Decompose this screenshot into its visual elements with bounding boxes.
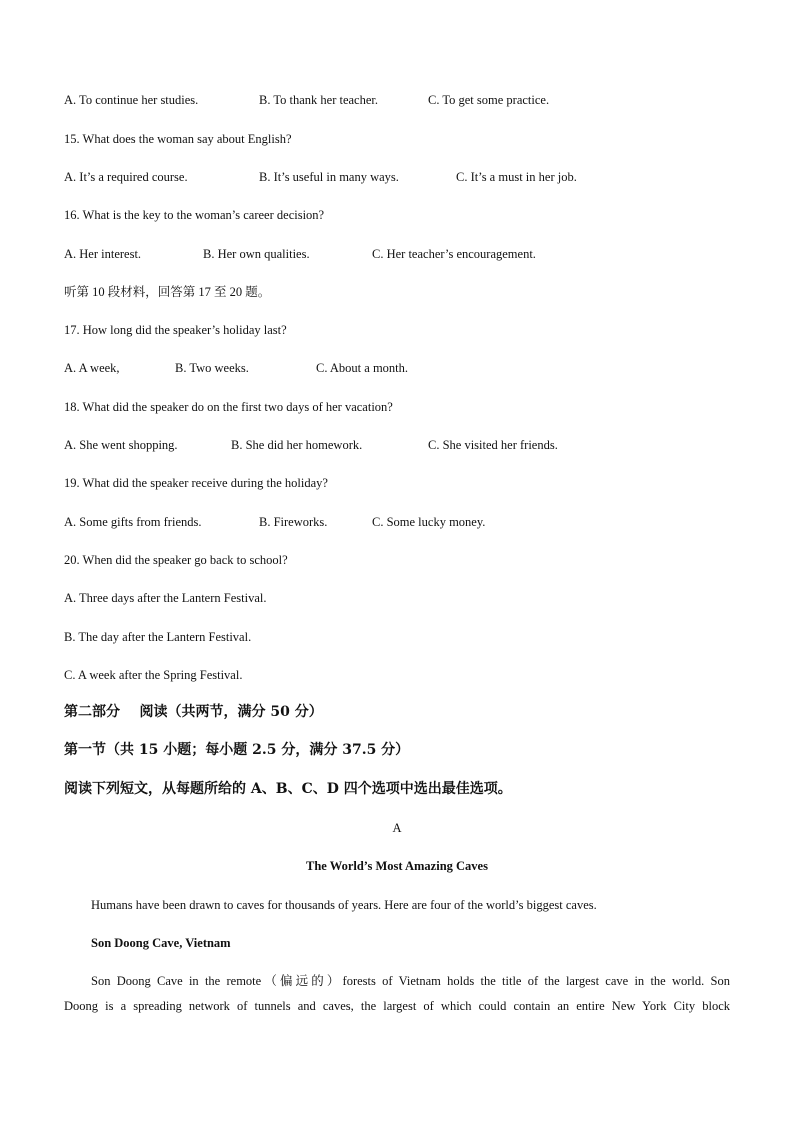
section-one-heading: 第一节（共 15 小题；每小题 2.5 分，满分 37.5 分） — [64, 742, 410, 758]
q16-option-a: A. Her interest. — [64, 247, 142, 261]
q20-option-a: A. Three days after the Lantern Festival. — [64, 591, 267, 605]
q17-option-b: B. Two weeks. — [175, 361, 249, 375]
passage-title: The World’s Most Amazing Caves — [306, 859, 488, 873]
q14-option-c: C. To get some practice. — [428, 93, 550, 107]
q20-question: 20. When did the speaker go back to school? — [64, 553, 288, 567]
q19-option-c: C. Some lucky money. — [372, 515, 486, 529]
reading-instructions: 阅读下列短文，从每题所给的 A、B、C、D 四个选项中选出最佳选项。 — [64, 781, 512, 797]
q18-question: 18. What did the speaker do on the first two days of her vacation? — [64, 400, 393, 414]
part-two-heading: 第二部分 阅读（共两节，满分 50 分） — [64, 704, 323, 720]
q16-option-b: B. Her own qualities. — [203, 247, 310, 261]
q20-option-c: C. A week after the Spring Festival. — [64, 668, 243, 682]
q15-question: 15. What does the woman say about English? — [64, 132, 292, 146]
q19-question: 19. What did the speaker receive during the holiday? — [64, 476, 328, 490]
material-10-instruction: 听第 10 段材料，回答第 17 至 20 题。 — [64, 285, 271, 299]
q20-option-b: B. The day after the Lantern Festival. — [64, 630, 252, 644]
q15-option-c: C. It’s a must in her job. — [456, 170, 577, 184]
q17-option-a: A. A week, — [64, 361, 120, 375]
passage-subheading: Son Doong Cave, Vietnam — [91, 936, 231, 950]
q19-option-a: A. Some gifts from friends. — [64, 515, 202, 529]
q18-option-b: B. She did her homework. — [231, 438, 363, 452]
q16-option-c: C. Her teacher’s encouragement. — [372, 247, 536, 261]
q19-option-b: B. Fireworks. — [259, 515, 328, 529]
passage-label: A — [392, 821, 402, 835]
q15-option-b: B. It’s useful in many ways. — [259, 170, 399, 184]
q14-option-b: B. To thank her teacher. — [259, 93, 378, 107]
q18-option-a: A. She went shopping. — [64, 438, 178, 452]
passage-intro: Humans have been drawn to caves for thousands of years. Here are four of the world’s biggest caves. — [91, 898, 597, 912]
q17-question: 17. How long did the speaker’s holiday last? — [64, 323, 287, 337]
q14-option-a: A. To continue her studies. — [64, 93, 199, 107]
passage-paragraph-line-1: Son Doong Cave in the remote（偏远的）forests of Vietnam holds the title of the largest cave in the world. Son — [91, 974, 730, 988]
q15-option-a: A. It’s a required course. — [64, 170, 188, 184]
q17-option-c: C. About a month. — [316, 361, 409, 375]
passage-paragraph-line-2: Doong is a spreading network of tunnels and caves, the largest of which could contain an entire New York City block — [64, 999, 730, 1013]
q18-option-c: C. She visited her friends. — [428, 438, 558, 452]
q16-question: 16. What is the key to the woman’s career decision? — [64, 208, 325, 222]
